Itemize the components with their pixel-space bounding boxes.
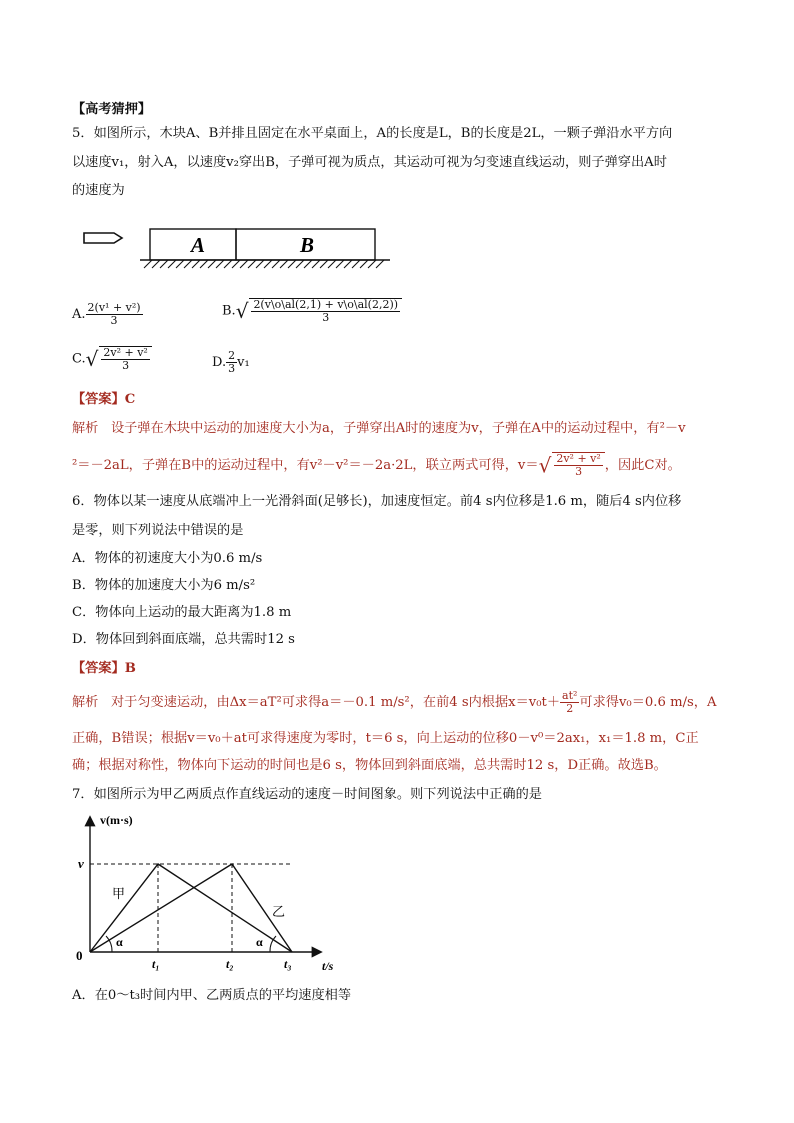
q6-solution-label: 解析: [72, 695, 99, 710]
option-a-numerator: 2(v¹ + v²): [87, 301, 141, 314]
bullet-shape: [84, 233, 122, 243]
x-axis-label: t/s: [322, 959, 334, 973]
q6-solution-text1a: 对于匀变速运动，由Δx＝aT²可求得a＝－0.1 m/s²，在前4 s内根据x＝v₀t＋: [110, 695, 561, 710]
q5-stem-line3: 的速度为: [72, 183, 125, 198]
option-b-denominator: 3: [322, 311, 330, 324]
q6-solution-numerator: at²: [562, 689, 578, 702]
q6-option-d: D．物体回到斜面底端，总共需时12 s: [72, 632, 295, 647]
yi-label: 乙: [272, 905, 286, 920]
q6-solution-fraction: [560, 690, 579, 715]
option-a-label: A.: [72, 307, 86, 322]
q6-option-b: B．物体的加速度大小为6 m/s²: [72, 578, 256, 593]
option-c-label: C.: [72, 351, 86, 367]
q6-option-a: A．物体的初速度大小为0.6 m/s: [72, 551, 263, 566]
block-b-label: B: [299, 233, 315, 257]
option-c-fraction: [101, 347, 149, 372]
q5-solution-text1: 设子弹在木块中运动的加速度大小为a，子弹穿出A时的速度为v，子弹在A中的运动过程中，有²－v: [110, 421, 686, 436]
option-b-fraction: [251, 299, 400, 324]
option-d-label: D.: [212, 355, 227, 370]
sqrt-icon: √: [235, 299, 249, 323]
q5-solution-numerator: 2v² + v²: [556, 452, 601, 465]
q5-solution-line2: [72, 452, 681, 479]
q5-solution-fraction: [554, 453, 602, 478]
alpha-label-left: α: [116, 935, 123, 949]
q6-solution-line3: 确；根据对称性，物体向下运动的时间也是6 s，物体回到斜面底端，总共需时12 s，D正确。故选B。: [72, 758, 667, 773]
q7-stem-line1: 7．如图所示为甲乙两质点作直线运动的速度－时间图象。则下列说法中正确的是: [72, 787, 542, 802]
y-axis-label: v(m·s): [100, 813, 133, 827]
option-a-denominator: 3: [110, 314, 118, 327]
q5-solution-denominator: 3: [575, 465, 583, 478]
q5-option-c: [72, 346, 152, 372]
q5-option-d: [212, 350, 250, 375]
option-b-numerator: 2(v\o\al(2,1) + v\o\al(2,2)): [253, 298, 399, 311]
option-a-fraction: [86, 302, 143, 327]
t3-label: t₃: [284, 957, 292, 971]
option-d-denominator: 3: [228, 362, 236, 375]
q5-option-b: [222, 298, 402, 324]
q5-solution-label: 解析: [72, 421, 99, 436]
q5-option-a: [72, 302, 143, 327]
q5-solution-text2b: ，因此C对。: [604, 458, 681, 473]
sqrt-icon: √: [538, 453, 552, 478]
table-hatching: [144, 260, 384, 268]
section-tag: 【高考猜押】: [72, 102, 152, 117]
q6-solution-line2: 正确，B错误；根据v＝v₀＋at可求得速度为零时，t＝6 s，向上运动的位移0－v⁰＝2ax₁，x₁＝1.8 m，C正: [72, 731, 699, 746]
t2-label: t₂: [226, 957, 234, 971]
origin-label: 0: [76, 948, 83, 963]
q7-vt-graph: [72, 810, 352, 980]
q5-blocks-figure: [80, 222, 400, 274]
q6-solution-line1: [72, 690, 717, 716]
q6-stem-line2: 是零，则下列说法中错误的是: [72, 523, 244, 538]
t1-label: t₁: [152, 957, 160, 971]
q6-solution-denominator: 2: [566, 702, 574, 715]
q6-solution-text1b: 可求得v₀＝0.6 m/s，A: [579, 695, 717, 710]
q5-stem-line1: 5．如图所示，木块A、B并排且固定在水平桌面上，A的长度是L，B的长度是2L，一颗子弹沿水平方向: [72, 126, 673, 141]
option-c-denominator: 3: [122, 359, 130, 372]
alpha-label-right: α: [256, 935, 263, 949]
q6-answer-tag: 【答案】B: [72, 661, 136, 676]
block-a-label: A: [190, 233, 206, 257]
q6-option-c: C．物体向上运动的最大距离为1.8 m: [72, 605, 292, 620]
jia-label: 甲: [112, 887, 126, 902]
option-d-numerator: 2: [228, 349, 236, 362]
sqrt-icon: √: [85, 347, 99, 371]
q7-option-a: A．在0～t₃时间内甲、乙两质点的平均速度相等: [72, 988, 352, 1003]
option-d-tail: v₁: [237, 355, 250, 370]
option-c-numerator: 2v² + v²: [103, 346, 148, 359]
q6-stem-line1: 6．物体以某一速度从底端冲上一光滑斜面(足够长)，加速度恒定。前4 s内位移是1.6 m，随后4 s内位移: [72, 494, 682, 509]
q5-answer-tag: 【答案】C: [72, 392, 136, 407]
q5-solution-line1: [72, 419, 686, 439]
option-d-fraction: [226, 350, 237, 375]
q5-stem-line2: 以速度v₁，射入A，以速度v₂穿出B，子弹可视为质点，其运动可视为匀变速直线运动，则子弹穿出A时: [72, 155, 667, 170]
q5-solution-text2a: ²＝－2aL，子弹在B中的运动过程中，有v²－v²＝－2a·2L，联立两式可得，v＝: [72, 458, 539, 473]
option-b-label: B.: [222, 303, 236, 319]
v-label: v: [78, 856, 84, 871]
